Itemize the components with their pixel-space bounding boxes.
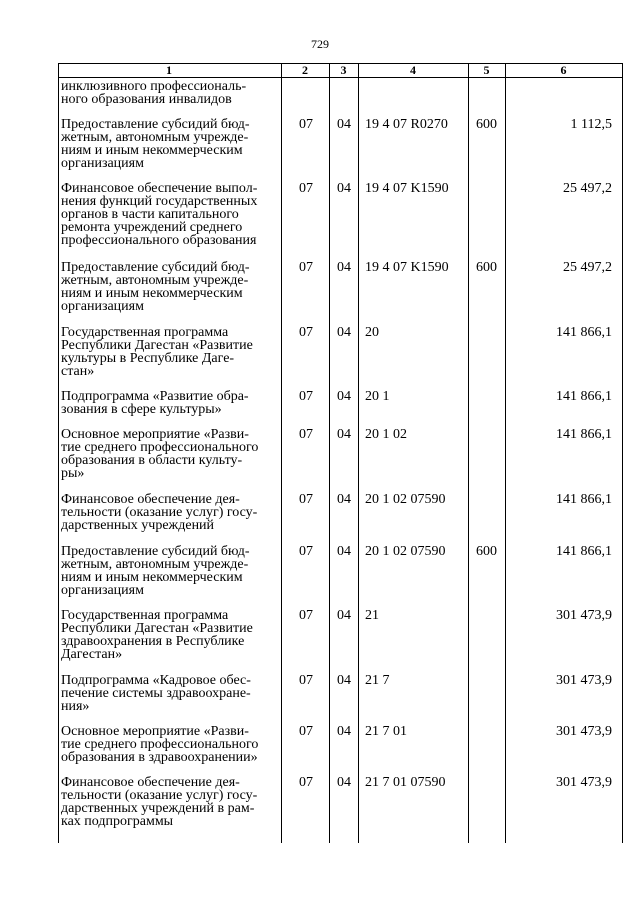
- row-section-code: 07: [299, 673, 313, 688]
- row-subsection-code: 04: [337, 325, 351, 340]
- row-amount: 25 497,2: [563, 181, 612, 196]
- column-divider: [468, 63, 469, 843]
- row-name: Финансовое обеспечение выпол- нения функций государственных органов в части капитального ремонта учреждений среднего профессионального образования: [61, 181, 258, 248]
- row-section-code: 07: [299, 181, 313, 196]
- row-expense-type: 600: [476, 260, 497, 275]
- row-amount: 141 866,1: [556, 325, 612, 340]
- row-name: Государственная программа Республики Дагестан «Развитие культуры в Республике Даге- стан»: [61, 325, 253, 379]
- row-amount: 25 497,2: [563, 260, 612, 275]
- row-target-code: 20 1: [365, 389, 390, 404]
- header-bottom-border: [58, 77, 622, 78]
- row-subsection-code: 04: [337, 492, 351, 507]
- row-amount: 301 473,9: [556, 775, 612, 790]
- column-header-2: 2: [302, 63, 308, 77]
- row-section-code: 07: [299, 544, 313, 559]
- column-header-1: 1: [166, 63, 172, 77]
- row-target-code: 19 4 07 R0270: [365, 117, 448, 132]
- row-amount: 141 866,1: [556, 427, 612, 442]
- row-subsection-code: 04: [337, 608, 351, 623]
- row-section-code: 07: [299, 608, 313, 623]
- row-target-code: 20 1 02 07590: [365, 544, 446, 559]
- column-divider: [622, 63, 623, 843]
- row-section-code: 07: [299, 775, 313, 790]
- row-amount: 1 112,5: [570, 117, 612, 132]
- row-subsection-code: 04: [337, 775, 351, 790]
- row-amount: 141 866,1: [556, 492, 612, 507]
- row-expense-type: 600: [476, 544, 497, 559]
- row-name: Предоставление субсидий бюд- жетным, автономным учрежде- ниям и иным некоммерческим организациям: [61, 544, 250, 598]
- row-subsection-code: 04: [337, 117, 351, 132]
- column-header-4: 4: [410, 63, 416, 77]
- row-name: Финансовое обеспечение дея- тельности (оказание услуг) госу- дарственных учреждений в рам- ках подпрограммы: [61, 775, 258, 829]
- row-subsection-code: 04: [337, 427, 351, 442]
- column-divider: [281, 63, 282, 843]
- column-header-5: 5: [483, 63, 490, 77]
- row-section-code: 07: [299, 260, 313, 275]
- row-amount: 301 473,9: [556, 724, 612, 739]
- page-number: 729: [311, 37, 329, 51]
- row-target-code: 19 4 07 K1590: [365, 181, 449, 196]
- row-subsection-code: 04: [337, 389, 351, 404]
- row-subsection-code: 04: [337, 724, 351, 739]
- row-amount: 301 473,9: [556, 608, 612, 623]
- row-amount: 301 473,9: [556, 673, 612, 688]
- row-name: инклюзивного профессиональ- ного образования инвалидов: [61, 79, 247, 107]
- row-amount: 141 866,1: [556, 544, 612, 559]
- row-section-code: 07: [299, 492, 313, 507]
- column-divider: [505, 63, 506, 843]
- row-subsection-code: 04: [337, 260, 351, 275]
- row-name: Подпрограмма «Развитие обра- зования в сфере культуры»: [61, 389, 249, 417]
- row-target-code: 21 7 01 07590: [365, 775, 446, 790]
- column-divider: [58, 63, 59, 843]
- row-name: Государственная программа Республики Дагестан «Развитие здравоохранения в Республике Дагестан»: [61, 608, 253, 662]
- row-target-code: 19 4 07 K1590: [365, 260, 449, 275]
- row-target-code: 20 1 02 07590: [365, 492, 446, 507]
- row-section-code: 07: [299, 427, 313, 442]
- column-header-3: 3: [340, 63, 347, 77]
- row-subsection-code: 04: [337, 544, 351, 559]
- row-target-code: 20: [365, 325, 379, 340]
- row-target-code: 21: [365, 608, 379, 623]
- row-section-code: 07: [299, 117, 313, 132]
- column-divider: [358, 63, 359, 843]
- row-name: Предоставление субсидий бюд- жетным, автономным учрежде- ниям и иным некоммерческим организациям: [61, 260, 250, 314]
- row-name: Основное мероприятие «Разви- тие среднего профессионального образования в здравоохранении»: [61, 724, 259, 765]
- column-header-6: 6: [560, 63, 567, 77]
- row-section-code: 07: [299, 325, 313, 340]
- row-section-code: 07: [299, 724, 313, 739]
- row-amount: 141 866,1: [556, 389, 612, 404]
- row-name: Финансовое обеспечение дея- тельности (оказание услуг) госу- дарственных учреждений: [61, 492, 258, 533]
- row-target-code: 20 1 02: [365, 427, 407, 442]
- row-target-code: 21 7 01: [365, 724, 407, 739]
- row-name: Основное мероприятие «Разви- тие среднего профессионального образования в области культу- ры»: [61, 427, 259, 481]
- row-section-code: 07: [299, 389, 313, 404]
- row-name: Подпрограмма «Кадровое обес- печение системы здравоохране- ния»: [61, 673, 251, 714]
- row-subsection-code: 04: [337, 181, 351, 196]
- row-subsection-code: 04: [337, 673, 351, 688]
- row-name: Предоставление субсидий бюд- жетным, автономным учрежде- ниям и иным некоммерческим организациям: [61, 117, 250, 171]
- column-divider: [329, 63, 330, 843]
- row-target-code: 21 7: [365, 673, 390, 688]
- row-expense-type: 600: [476, 117, 497, 132]
